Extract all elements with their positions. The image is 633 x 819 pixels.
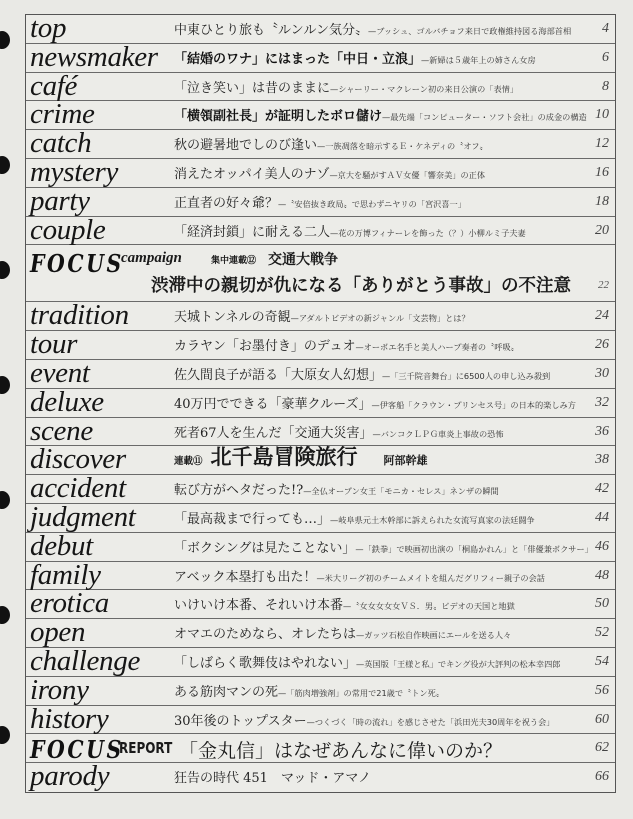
headline: ある筋肉マンの死 — [174, 684, 279, 700]
subheadline: —岐阜県元土木幹部に訴えられた女流写真家の法廷闘争 — [330, 514, 535, 525]
page-number: 54 — [595, 653, 609, 669]
category-label: judgment — [30, 500, 136, 533]
article-title — [174, 80, 518, 97]
serial-title: 北千島冒険旅行 — [210, 445, 358, 470]
page-number: 22 — [598, 279, 609, 292]
toc-row-accident[interactable] — [26, 472, 615, 505]
page-number: 46 — [595, 538, 609, 554]
subheadline: —全仏オープン女王「モニカ・セレス」ネンザの瞬間 — [303, 486, 499, 497]
article-title — [174, 511, 535, 528]
subheadline: —米大リーグ初のチームメイトを組んだグリフィー親子の会話 — [316, 572, 545, 583]
toc-row-deluxe[interactable] — [26, 385, 615, 418]
article-title: 狂告の時代 451 マッド・アマノ — [174, 771, 372, 787]
binding-hole — [0, 31, 10, 49]
binding-hole — [0, 156, 10, 174]
article-title — [174, 309, 470, 326]
toc-row-couple[interactable] — [26, 213, 615, 246]
category-label: debut — [30, 529, 93, 562]
headline: 天城トンネルの奇観 — [174, 310, 291, 326]
category-label: discover — [30, 443, 126, 476]
toc-row-judgment[interactable] — [26, 500, 615, 533]
campaign-row[interactable] — [26, 245, 615, 302]
article-title — [174, 445, 428, 470]
toc-row-scene[interactable] — [26, 414, 615, 447]
article-title — [174, 597, 515, 614]
subheadline: —「鉄拳」で映画初出演の「桐島かれん」と「俳優兼ボクサー」 — [355, 543, 593, 554]
toc-row-open[interactable] — [26, 616, 615, 649]
subheadline: —ガッツ石松自作映画にエールを送る人々 — [356, 630, 512, 641]
table-of-contents — [25, 14, 616, 793]
category-label: mystery — [30, 155, 119, 188]
binding-hole — [0, 491, 10, 509]
toc-row-newsmaker[interactable] — [26, 40, 615, 73]
page-number: 18 — [595, 193, 609, 209]
toc-row-erotica[interactable] — [26, 587, 615, 620]
category-label: event — [30, 356, 90, 389]
subheadline: —アダルトビデオの新ジャンル「文芸物」とは？ — [290, 313, 470, 324]
page-number: 36 — [595, 423, 609, 439]
subheadline: —オーボエ名手と美人ハープ奏者の〝呼吸〟 — [355, 342, 519, 353]
page-number: 26 — [595, 337, 609, 353]
page-number: 50 — [595, 596, 609, 612]
subheadline: —最先端「コンピューター・ソフト会社」の成金の構造 — [382, 112, 587, 123]
subheadline: —バンコクＬＰＧ車炎上事故の恐怖 — [372, 428, 504, 439]
article-title — [174, 713, 555, 730]
category-label: challenge — [30, 644, 141, 677]
headline: 正直者の好々爺？ — [174, 195, 279, 211]
category-label: family — [30, 558, 101, 591]
focus-logo: FOCUS — [30, 735, 124, 765]
toc-row-top[interactable] — [26, 12, 615, 44]
report-headline: 「金丸信」はなぜあんなに偉いのか？ — [179, 740, 503, 763]
campaign-series: 集中連載⑫ — [211, 256, 257, 267]
category-label: open — [30, 616, 86, 649]
page-number: 66 — [595, 769, 609, 785]
parody-row[interactable] — [26, 760, 615, 793]
subheadline: —シャーリー・マクレーン初の来日公演の「表情」 — [330, 83, 519, 94]
toc-row-tour[interactable] — [26, 328, 615, 361]
toc-row-history[interactable] — [26, 702, 615, 735]
page-number: 30 — [595, 365, 609, 381]
category-label: irony — [30, 673, 89, 706]
article-title — [174, 166, 485, 183]
headline: 30年後のトップスター — [174, 713, 307, 729]
subheadline: —〝安倍抜き政局〟で思わずニヤリの「宮沢喜一」 — [278, 198, 466, 209]
category-label: tradition — [30, 299, 129, 332]
page-number: 52 — [595, 625, 609, 641]
headline: 「ボクシングは見たことない」 — [174, 540, 356, 556]
campaign-topic: 交通大戦争 — [268, 252, 338, 269]
subheadline: —新婦は５歳年上の姉さん女房 — [421, 54, 536, 65]
toc-row-party[interactable] — [26, 184, 615, 217]
subheadline: —ブッシュ、ゴルバチョフ来日で政権維持図る海部首相 — [368, 26, 572, 36]
category-label: parody — [30, 760, 110, 793]
toc-row-tradition[interactable] — [26, 299, 615, 332]
toc-row-event[interactable] — [26, 356, 615, 389]
headline: 佐久間良子が語る「大原女人幻想」 — [174, 367, 383, 383]
page-number: 8 — [602, 78, 609, 94]
headline: 中東ひとり旅も〝ルンルン気分〟 — [174, 23, 369, 38]
category-label: history — [30, 702, 109, 735]
page-number: 4 — [602, 21, 609, 36]
category-label: catch — [30, 127, 92, 160]
toc-row-debut[interactable] — [26, 529, 615, 562]
headline: 「最高裁まで行っても…」 — [174, 511, 331, 527]
page-number: 62 — [595, 740, 609, 756]
headline: いけいけ本番、それいけ本番 — [174, 598, 344, 614]
category-label: deluxe — [30, 385, 104, 418]
article-title — [174, 137, 488, 154]
binding-hole — [0, 726, 10, 744]
page-number: 32 — [595, 394, 609, 410]
discover-row[interactable] — [26, 443, 615, 476]
subheadline: —花の万博フィナーレを飾った（？）小柳ルミ子夫妻 — [330, 227, 526, 238]
toc-row-catch[interactable] — [26, 127, 615, 160]
article-title — [174, 108, 587, 125]
campaign-label: campaign — [121, 250, 182, 267]
article-title — [174, 338, 519, 355]
article-title — [174, 684, 444, 701]
headline: 「横領副社長」が証明したボロ儲け — [174, 109, 383, 125]
article-title — [174, 22, 571, 39]
category-label: café — [30, 69, 78, 102]
article-title — [174, 51, 536, 68]
article-title — [174, 569, 545, 586]
category-label: scene — [30, 414, 93, 447]
page-number: 60 — [595, 711, 609, 727]
category-label: crime — [30, 98, 95, 131]
series-label: 連載⑪ — [174, 456, 203, 468]
page-number: 42 — [595, 481, 609, 497]
toc-row-cafe[interactable] — [26, 69, 615, 102]
article-title — [174, 425, 504, 442]
headline: 「泣き笑い」は昔のままに — [174, 80, 331, 96]
subheadline: —「筋肉増強剤」の常用で21歳で〝トン死〟 — [278, 687, 444, 698]
article-title — [174, 396, 576, 413]
subheadline: —〝女女女女女ＶＳ．男〟ビデオの天国と地獄 — [343, 601, 515, 612]
page-number: 20 — [595, 222, 609, 238]
page-number: 6 — [602, 49, 609, 65]
headline: オマエのためなら、オレたちは — [174, 627, 357, 643]
report-label: REPORT — [119, 739, 173, 758]
headline: 死者67人を生んだ「交通大災害」 — [174, 425, 373, 441]
headline: アベック本塁打も出た！ — [174, 569, 317, 585]
article-title — [174, 655, 560, 672]
headline: 40万円でできる「豪華クルーズ」 — [174, 396, 372, 412]
headline: 消えたオッパイ美人のナゾ — [174, 166, 330, 182]
article-title — [174, 482, 499, 499]
subheadline: —伊客船「クラウン・プリンセス号」の日本的楽しみ方 — [371, 399, 576, 410]
focus-logo: FOCUS — [30, 249, 124, 279]
toc-row-challenge[interactable] — [26, 644, 615, 677]
headline: 転び方がヘタだった!? — [174, 483, 304, 499]
headline: カラヤン「お墨付き」のデュオ — [174, 339, 356, 355]
binding-hole — [0, 606, 10, 624]
headline: 「結婚のワナ」にはまった「中日・立浪」 — [174, 51, 422, 67]
page-number: 16 — [595, 164, 609, 180]
headline: 「しばらく歌舞伎はやれない」 — [174, 655, 357, 671]
category-label: couple — [30, 213, 106, 246]
binding-hole — [0, 376, 10, 394]
toc-row-family[interactable] — [26, 558, 615, 591]
category-label: party — [30, 184, 90, 217]
page-number: 12 — [595, 136, 609, 152]
page-number: 44 — [595, 509, 609, 525]
category-label: tour — [30, 328, 78, 361]
page-number: 48 — [595, 567, 609, 583]
headline: 「経済封鎖」に耐える二人 — [174, 224, 331, 240]
article-title — [174, 540, 593, 557]
subheadline: —一族凋落を暗示するＥ・ケネディの〝オフ〟 — [317, 141, 488, 152]
category-label: erotica — [30, 587, 109, 620]
page-number: 10 — [595, 107, 609, 123]
article-title — [174, 367, 550, 384]
toc-row-mystery[interactable] — [26, 155, 615, 188]
category-label: top — [30, 12, 67, 44]
page-number: 56 — [595, 682, 609, 698]
author: 阿部幹雄 — [383, 454, 428, 468]
category-label: newsmaker — [30, 40, 158, 73]
subheadline: —英国版「王様と私」でキング役が大評判の松本幸四郎 — [356, 658, 561, 669]
toc-row-crime[interactable] — [26, 98, 615, 131]
headline: 秋の避暑地でしのび逢い — [174, 138, 318, 154]
subheadline: —京大を騒がすＡＶ女優「響奈美」の正体 — [329, 169, 486, 180]
category-label: accident — [30, 472, 126, 505]
page-number: 24 — [595, 308, 609, 324]
toc-row-irony[interactable] — [26, 673, 615, 706]
campaign-headline: 渋滞中の親切が仇になる「ありがとう事故」の不注意 — [151, 276, 571, 297]
article-title — [174, 195, 466, 212]
subheadline: —つくづく「時の流れ」を感じさせた「浜田光夫30周年を祝う会」 — [306, 716, 555, 727]
article-title — [174, 224, 526, 241]
subheadline: —「三千院音舞台」に6500人の申し込み殺到 — [382, 370, 551, 381]
article-title — [174, 626, 511, 643]
binding-hole — [0, 261, 10, 279]
page-number: 38 — [595, 452, 609, 468]
report-row[interactable] — [26, 734, 615, 763]
